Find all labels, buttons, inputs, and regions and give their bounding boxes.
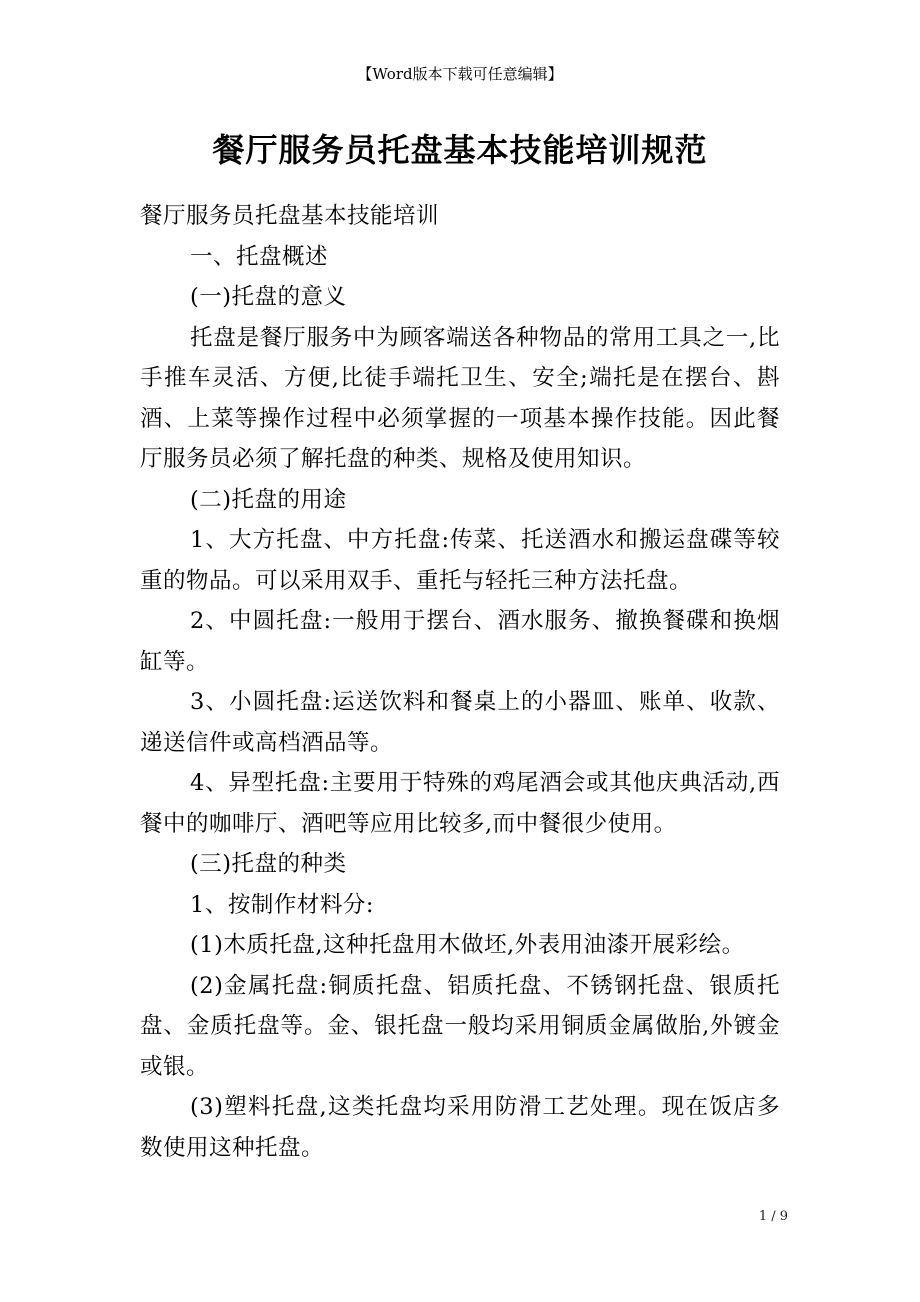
subsection-heading: (二)托盘的用途 (190, 486, 347, 513)
document-body (140, 196, 780, 1168)
section-heading: 一、托盘概述 (190, 243, 329, 270)
paragraph: 托盘是餐厅服务中为顾客端送各种物品的常用工具之一,比手推车灵活、方便,比徒手端托卫生、安全;端托是在摆台、斟酒、上菜等操作过程中必须掌握的一项基本操作技能。因此餐厅服务员必须了解托盘的种类、规格及使用知识。 (140, 324, 780, 472)
paragraph-subtitle: 餐厅服务员托盘基本技能培训 (140, 203, 440, 229)
list-item: 3、小圆托盘:运送饮料和餐桌上的小器皿、账单、收款、递送信件或高档酒品等。 (140, 689, 780, 756)
list-item: 4、异型托盘:主要用于特殊的鸡尾酒会或其他庆典活动,西餐中的咖啡厅、酒吧等应用比较多,而中餐很少使用。 (140, 770, 780, 837)
list-item: 1、大方托盘、中方托盘:传菜、托送酒水和搬运盘碟等较重的物品。可以采用双手、重托与轻托三种方法托盘。 (140, 527, 780, 594)
list-item: 1、按制作材料分: (190, 891, 374, 918)
header-note: 【Word版本下载可任意编辑】 (357, 65, 563, 83)
subsection-heading: (一)托盘的意义 (190, 284, 347, 310)
subsection-heading: (三)托盘的种类 (190, 851, 347, 877)
list-item: (2)金属托盘:铜质托盘、铝质托盘、不锈钢托盘、银质托盘、金质托盘等。金、银托盘一般均采用铜质金属做胎,外镀金或银。 (140, 972, 780, 1080)
document-title: 餐厅服务员托盘基本技能培训规范 (212, 131, 708, 169)
list-item: (1)木质托盘,这种托盘用木做坯,外表用油漆开展彩绘。 (190, 932, 745, 958)
list-item: 2、中圆托盘:一般用于摆台、酒水服务、撤换餐碟和换烟缸等。 (140, 608, 780, 675)
page-number: 1 / 9 (758, 1209, 788, 1224)
list-item: (3)塑料托盘,这类托盘均采用防滑工艺处理。现在饭店多数使用这种托盘。 (140, 1094, 780, 1161)
